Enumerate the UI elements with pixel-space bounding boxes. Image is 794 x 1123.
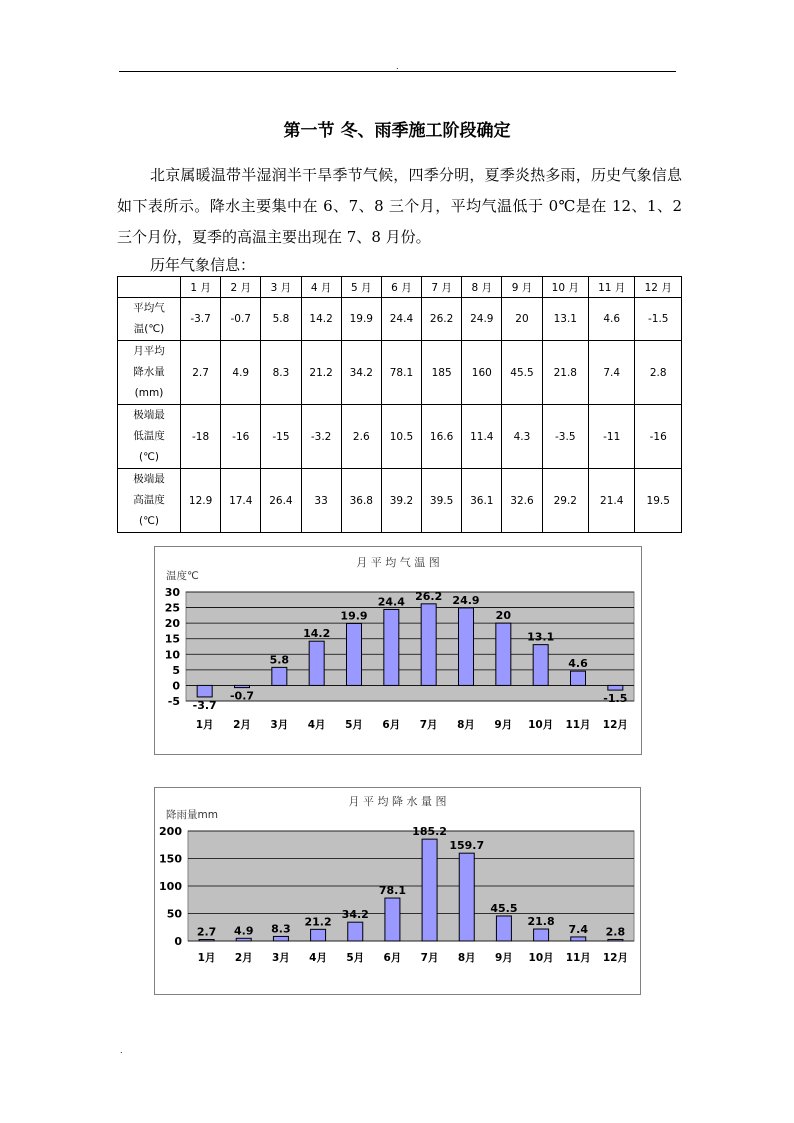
data-label: 13.1 [527, 630, 555, 644]
bar [311, 929, 326, 941]
table-row-header [118, 469, 181, 533]
x-tick-label: 1月 [197, 952, 216, 964]
table-cell: 19.5 [635, 469, 682, 533]
table-cell: 20 [502, 298, 542, 341]
section-title: 第一节 冬、雨季施工阶段确定 [283, 121, 511, 141]
table-column-header: 12 月 [635, 277, 682, 298]
x-tick-label: 11月 [565, 952, 591, 964]
chart-svg [154, 787, 641, 995]
bar [533, 645, 548, 686]
table-cell: 26.4 [261, 469, 301, 533]
x-tick-label: 6月 [382, 719, 401, 731]
data-label: 21.2 [304, 915, 332, 929]
table-cell: 24.4 [381, 298, 421, 341]
data-label: 20 [495, 609, 511, 623]
bar [421, 604, 436, 686]
x-tick-label: 5月 [346, 952, 365, 964]
table-cell: 16.6 [422, 405, 462, 469]
bar [236, 938, 251, 941]
table-column-header: 6 月 [381, 277, 421, 298]
bar [309, 641, 324, 685]
y-tick-label: 30 [164, 586, 180, 599]
bar [459, 853, 474, 941]
table-row-header [118, 298, 181, 341]
bar [385, 898, 400, 941]
table-cell: -3.7 [181, 298, 221, 341]
chart-title: 月 平 均 气 温 图 [356, 556, 440, 569]
bar [459, 608, 474, 686]
x-tick-label: 9月 [495, 952, 513, 964]
bar [496, 623, 511, 685]
x-tick-label: 9月 [494, 719, 513, 731]
data-label: 19.9 [340, 609, 368, 623]
y-tick-label: 150 [159, 852, 182, 866]
bar [608, 685, 623, 690]
table-row [118, 298, 682, 341]
row-header-line: 低温度 [133, 430, 165, 442]
y-axis-label: 温度℃ [166, 570, 199, 582]
bar [608, 939, 623, 941]
table-cell: 8.3 [261, 341, 301, 405]
row-header-line: 降水量 [133, 366, 165, 378]
data-label: -0.7 [229, 689, 255, 703]
table-cell: 12.9 [181, 469, 221, 533]
x-tick-label: 1月 [195, 719, 214, 731]
table-cell: 29.2 [542, 469, 588, 533]
x-tick-label: 2月 [234, 952, 253, 964]
table-corner-cell [118, 277, 181, 298]
y-tick-label: 200 [159, 825, 182, 838]
bar [534, 929, 549, 941]
data-label: 4.9 [234, 924, 254, 938]
data-label: 45.5 [490, 901, 518, 915]
plot-area [186, 589, 634, 701]
data-label: 8.3 [271, 922, 291, 936]
data-label: 5.8 [269, 653, 290, 667]
row-header-line: 平均气 [133, 302, 165, 314]
data-label: 34.2 [341, 908, 369, 922]
table-column-header: 4 月 [301, 277, 341, 298]
header-rule [119, 71, 676, 72]
data-label: 26.2 [415, 589, 443, 603]
table-cell: 4.9 [221, 341, 261, 405]
table-cell: 17.4 [221, 469, 261, 533]
table-cell: -11 [589, 405, 635, 469]
x-tick-label: 7月 [419, 719, 438, 731]
footer-mark: . [120, 1046, 123, 1055]
table-row [118, 469, 682, 533]
y-tick-label: 0 [174, 935, 182, 948]
table-cell: 4.6 [589, 298, 635, 341]
x-tick-label: 11月 [565, 719, 591, 731]
table-row [118, 341, 682, 405]
intro-paragraph: 北京属暖温带半湿润半干旱季节气候，四季分明，夏季炎热多雨，历史气象信息如下表所示。降水主要集中在 6、7、8 三个月，平均气温低于 0℃是在 12、1、2 三个月份，夏季的高温主要出现在 7、8 月份。 [117, 166, 682, 246]
y-tick-label: 15 [164, 632, 180, 646]
table-cell: 39.5 [422, 469, 462, 533]
bar [199, 940, 214, 941]
y-tick-label: 10 [164, 648, 180, 662]
data-label: 78.1 [378, 884, 406, 898]
table-column-header: 7 月 [422, 277, 462, 298]
table-cell: 19.9 [341, 298, 381, 341]
table-cell: 11.4 [462, 405, 502, 469]
table-cell: 10.5 [381, 405, 421, 469]
bar [422, 839, 437, 941]
x-tick-label: 10月 [528, 719, 554, 731]
chart-title: 月 平 均 降 水 量 图 [348, 795, 447, 808]
table-cell: 39.2 [381, 469, 421, 533]
table-cell: 32.6 [502, 469, 542, 533]
table-cell: 14.2 [301, 298, 341, 341]
bar [235, 685, 250, 687]
data-label: 14.2 [303, 627, 331, 641]
row-header-line: (mm) [134, 387, 164, 399]
y-tick-label: 100 [159, 880, 182, 893]
x-tick-label: 3月 [270, 719, 289, 731]
table-cell: -16 [635, 405, 682, 469]
row-header-line: 极端最 [133, 473, 165, 485]
y-axis-label: 降雨量mm [166, 809, 218, 821]
y-tick-label: 50 [166, 907, 182, 921]
y-tick-label: -5 [167, 695, 180, 708]
bar [348, 922, 363, 941]
data-label: 4.6 [568, 657, 588, 671]
table-cell: 21.4 [589, 469, 635, 533]
data-label: 24.9 [452, 593, 480, 607]
table-cell: 45.5 [502, 341, 542, 405]
header-mark: . [396, 62, 399, 71]
bar [347, 623, 362, 685]
table-cell: 4.3 [502, 405, 542, 469]
table-cell: -3.2 [301, 405, 341, 469]
table-row-header [118, 405, 181, 469]
x-tick-label: 7月 [420, 952, 439, 964]
table-cell: 13.1 [542, 298, 588, 341]
table-cell: 5.8 [261, 298, 301, 341]
row-header-line: 月平均 [133, 345, 165, 357]
chart-svg [154, 546, 642, 755]
table-cell: 26.2 [422, 298, 462, 341]
y-tick-label: 5 [172, 663, 180, 677]
table-header-row [118, 277, 682, 298]
data-label: 2.7 [196, 925, 217, 939]
data-label: 7.4 [568, 922, 588, 936]
table-cell: 21.2 [301, 341, 341, 405]
data-label: 185.2 [412, 825, 447, 839]
data-label: 159.7 [449, 839, 485, 853]
table-cell: -3.5 [542, 405, 588, 469]
weather-table [117, 276, 682, 533]
bar [273, 936, 288, 941]
table-column-header: 9 月 [502, 277, 542, 298]
table-cell: 36.8 [341, 469, 381, 533]
x-tick-label: 6月 [383, 952, 402, 964]
table-cell: 2.6 [341, 405, 381, 469]
table-cell: 2.8 [635, 341, 682, 405]
x-tick-label: 4月 [307, 719, 326, 731]
table-row [118, 405, 682, 469]
bar [496, 916, 511, 941]
x-tick-label: 8月 [457, 952, 476, 964]
table-cell: -1.5 [635, 298, 682, 341]
table-cell: 21.8 [542, 341, 588, 405]
table-column-header: 11 月 [589, 277, 635, 298]
table-cell: 185 [422, 341, 462, 405]
table-cell: 34.2 [341, 341, 381, 405]
table-column-header: 5 月 [341, 277, 381, 298]
data-label: -3.7 [192, 698, 217, 712]
bar [272, 667, 287, 685]
table-cell: -0.7 [221, 298, 261, 341]
table-column-header: 2 月 [221, 277, 261, 298]
y-tick-label: 20 [164, 617, 180, 631]
x-tick-label: 8月 [457, 719, 475, 731]
row-header-line: 高温度 [133, 494, 165, 506]
table-cell: 33 [301, 469, 341, 533]
table-column-header: 8 月 [462, 277, 502, 298]
table-cell: -18 [181, 405, 221, 469]
data-label: 2.8 [605, 925, 626, 939]
y-tick-label: 25 [164, 601, 180, 615]
row-header-line: (℃) [139, 451, 159, 463]
row-header-line: 温(℃) [133, 323, 165, 335]
x-tick-label: 10月 [528, 952, 554, 964]
row-header-line: 极端最 [133, 409, 165, 421]
table-cell: 78.1 [381, 341, 421, 405]
data-label: 21.8 [527, 915, 555, 929]
x-tick-label: 3月 [272, 952, 290, 964]
x-tick-label: 12月 [602, 952, 628, 964]
table-cell: -15 [261, 405, 301, 469]
table-row-header [118, 341, 181, 405]
temperature-chart [154, 546, 642, 755]
table-cell: 160 [462, 341, 502, 405]
table-column-header: 3 月 [261, 277, 301, 298]
precipitation-chart [154, 787, 641, 995]
table-column-header: 1 月 [181, 277, 221, 298]
bar [571, 937, 586, 941]
y-tick-label: 0 [172, 679, 180, 693]
table-cell: 2.7 [181, 341, 221, 405]
bar [571, 671, 586, 685]
data-label: -1.5 [603, 692, 628, 706]
bar [384, 609, 399, 685]
data-label: 24.4 [377, 595, 405, 609]
x-tick-label: 4月 [309, 952, 327, 964]
table-caption: 历年气象信息： [150, 256, 256, 274]
bar [197, 685, 212, 697]
table-cell: 7.4 [589, 341, 635, 405]
x-tick-label: 12月 [602, 719, 628, 731]
table-cell: -16 [221, 405, 261, 469]
row-header-line: (℃) [139, 515, 159, 527]
x-tick-label: 2月 [233, 719, 251, 731]
table-cell: 36.1 [462, 469, 502, 533]
table-column-header: 10 月 [542, 277, 588, 298]
x-tick-label: 5月 [345, 719, 363, 731]
table-cell: 24.9 [462, 298, 502, 341]
